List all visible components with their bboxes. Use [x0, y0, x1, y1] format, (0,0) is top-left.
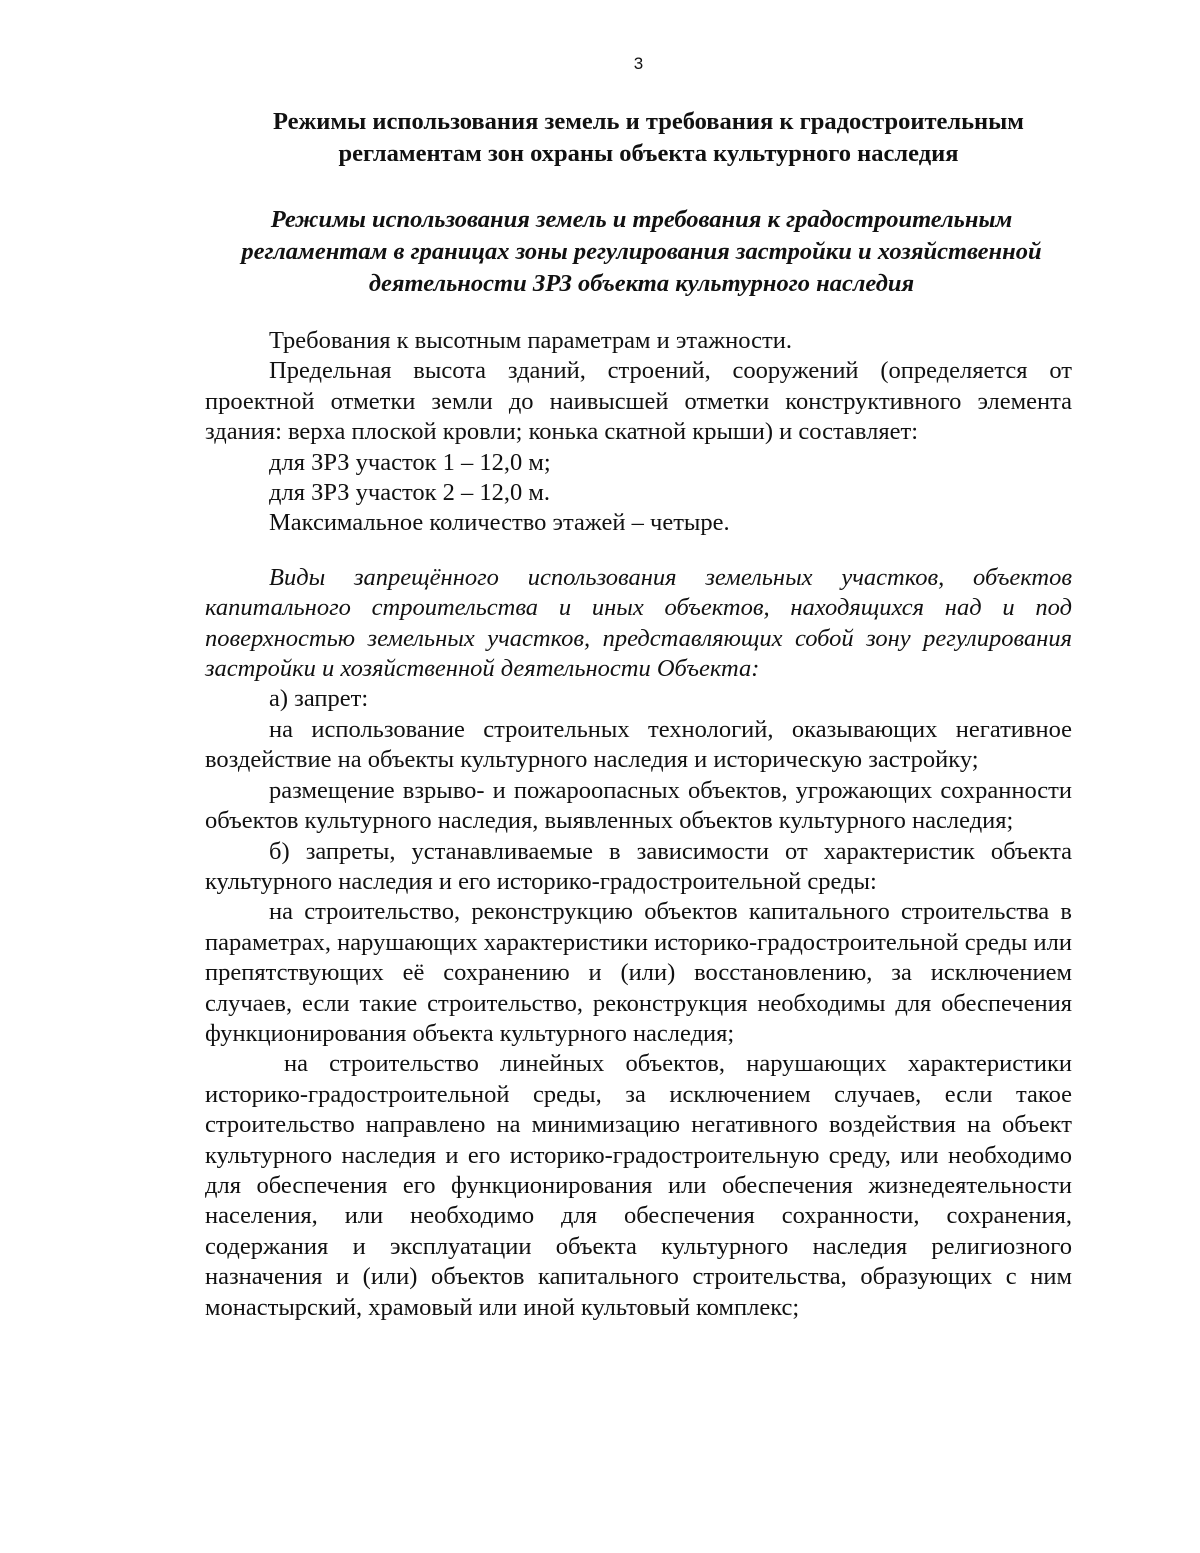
paragraph-ban-b: б) запреты, устанавливаемые в зависимости от характеристик объекта культурного наследия и его историко-градостроительной среды: — [205, 837, 1072, 895]
paragraph-max-height: Предельная высота зданий, строений, сооружений (определяется от проектной отметки земли до наивысшей отметки конструктивного элемента здания: верха плоской кровли; конька скатной крыши) и составляет: — [205, 357, 1072, 446]
page-number: 3 — [633, 54, 644, 73]
paragraph-ban-construction: на строительство, реконструкцию объектов капитального строительства в параметрах, нарушающих характеристики историко-градостроительной среды или препятствующих её сохранению и (или) восстановлению, за исключением случаев, если такие строительство, реконструкция необходимы для обеспечения функционирования объекта культурного наследия; — [205, 898, 1072, 1047]
paragraph-zone-2: для ЗРЗ участок 2 – 12,0 м. — [269, 479, 551, 507]
paragraph-ban-linear: на строительство линейных объектов, нарушающих характеристики историко-градостроительной среды, за исключением случаев, если такое строительство направлено на минимизацию негативного воздействия на объект культурного наследия и его историко-градостроительную среду, или необходимо для обеспечения его функционирования или обеспечения жизнедеятельности населения, или необходимо для обеспечения сохранности, сохранения, содержания и эксплуатации объекта культурного наследия религиозного назначения и (или) объектов капитального строительства, образующих с ним монастырский, храмовый или иной культовый комплекс; — [205, 1050, 1072, 1321]
paragraph-ban-technologies: на использование строительных технологий, оказывающих негативное воздействие на объекты культурного наследия и историческую застройку; — [205, 715, 1072, 774]
paragraph-ban-explosive: размещение взрыво- и пожароопасных объектов, угрожающих сохранности объектов культурного наследия, выявленных объектов культурного наследия; — [205, 776, 1072, 835]
main-heading-line-1: Режимы использования земель и требования к градостроительным — [273, 108, 1024, 135]
main-heading-line-2: регламентам зон охраны объекта культурного наследия — [338, 140, 959, 167]
paragraph-ban-a: а) запрет: — [269, 685, 369, 713]
paragraph-zone-1: для ЗРЗ участок 1 – 12,0 м; — [269, 448, 551, 476]
document-page — [205, 52, 1072, 1323]
body-text — [205, 326, 1072, 1323]
main-heading — [205, 106, 1072, 170]
paragraph-height-requirements: Требования к высотным параметрам и этажности. — [269, 327, 792, 354]
sub-heading-line-3: деятельности ЗРЗ объекта культурного наследия — [368, 270, 915, 297]
sub-heading — [205, 204, 1072, 300]
paragraph-prohibited-uses: Виды запрещённого использования земельных участков, объектов капитального строительства и иных объектов, находящихся над и под поверхностью земельных участков, представляющих собой зону регулирования застройки и хозяйственной деятельности Объекта: — [205, 563, 1072, 683]
sub-heading-line-1: Режимы использования земель и требования к градостроительным — [270, 206, 1013, 233]
paragraph-max-floors: Максимальное количество этажей – четыре. — [269, 509, 730, 537]
sub-heading-line-2: регламентам в границах зоны регулирования застройки и хозяйственной — [241, 238, 1042, 265]
